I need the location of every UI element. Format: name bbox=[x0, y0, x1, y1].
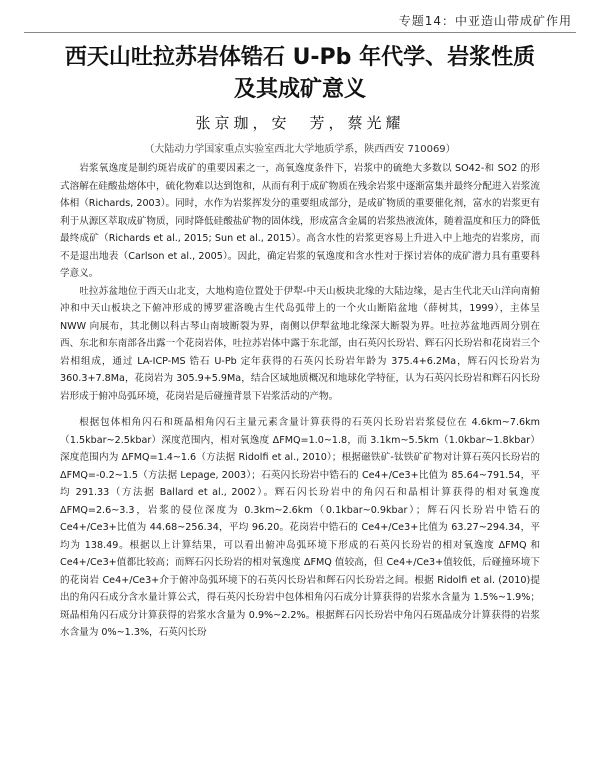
paragraph-geology: 吐拉苏盆地位于西天山北支，大地构造位置处于伊犁-中天山板块北缘的大陆边缘，是古生代北天山洋向南俯冲和中天山板块之下俯冲形成的博罗霍洛晚古生代岛弧带上的一个火山断陷盆地（薛树其，1999），主体呈 NWW 向展布，其北侧以科古琴山南坡断裂为界，南侧以伊犁盆地北缘深大断裂为界。吐拉苏盆地西周分别在西、东北和东南部各出露一个花岗岩体，吐拉苏岩体中露于东北部，由石英闪长玢岩、辉石闪长玢岩和花岗岩三个岩相组成，通过 LA-ICP-MS 锆石 U-Pb 定年获得的石英闪长玢岩年龄为 375.4+6.2Ma，辉石闪长玢岩为 360.3+7.8Ma，花岗岩为 305.9+5.9Ma，结合区域地质概况和地球化学特征，认为石英闪长玢岩和辉石闪长玢岩形成于俯冲岛弧环境，花岗岩是后碰撞背景下岩浆活动的产物。 bbox=[60, 285, 540, 402]
affiliation: （大陆动力学国家重点实验室西北大学地质学系，陕西西安 710069） bbox=[144, 144, 456, 155]
header-rule bbox=[24, 32, 576, 33]
title-line-1: 西天山吐拉苏岩体锆石 U-Pb 年代学、岩浆性质 bbox=[64, 45, 536, 70]
title-line-2: 及其成矿意义 bbox=[233, 77, 366, 102]
author-list: 张京珈，安 芳，蔡光耀 bbox=[195, 114, 405, 132]
body-text bbox=[60, 160, 540, 642]
paragraph-results: 根据包体相角闪石和斑晶相角闪石主量元素含量计算获得的石英闪长玢岩岩浆侵位在 4.6km~7.6km（1.5kbar~2.5kbar）深度范围内，相对氧逸度 ΔFMQ=1.0~1.8，而 3.1km~5.5km（1.0kbar~1.8kbar）深度范围内为 ΔFMQ=1.4~1.6（方法据 Ridolfi et al., 2010）；根据磁铁矿-钛铁矿矿物对计算石英闪长玢岩的 ΔFMQ=-0.2~1.5（方法据 Lepage, 2003）；石英闪长玢岩中锆石的 Ce4+/Ce3+比值为 85.64~791.54，平均 291.33（方法据 Ballard et al., 2002）。辉石闪长玢岩中的角闪石和晶相计算获得的相对氧逸度 ΔFMQ=2.6~3.3，岩浆的侵位深度为 0.3km~2.6km（0.1kbar~0.9kbar）；辉石闪长玢岩中锆石的 Ce4+/Ce3+比值为 44.68~256.34，平均 96.20。花岗岩中锆石的 Ce4+/Ce3+比值为 63.27~294.34，平均为 138.49。根据以上计算结果，可以看出俯冲岛弧环境下形成的石英闪长玢岩的相对氧逸度 ΔFMQ 和 Ce4+/Ce3+值都比较高；而辉石闪长玢岩的相对氧逸度 ΔFMQ 值较高，但 Ce4+/Ce3+值较低，后碰撞环境下的花岗岩 Ce4+/Ce3+介于俯冲岛弧环境下的石英闪长玢岩和辉石闪长玢岩之间。根据 Ridolfi et al. (2010)提出的角闪石成分含水量计算公式，得石英闪长玢岩中包体相角闪石成分计算获得的岩浆水含量为 1.5%~1.9%；斑晶相角闪石成分计算获得的岩浆水含量为 0.9%~2.2%。根据辉石闪长玢岩中角闪石斑晶成分计算获得的岩浆水含量为 0%~1.3%，石英闪长玢 bbox=[60, 417, 540, 638]
paper-title bbox=[0, 42, 600, 106]
paragraph-oxygen-fugacity: 岩浆氧逸度是制约斑岩成矿的重要因素之一，高氧逸度条件下，岩浆中的硫绝大多数以 SO42-和 SO2 的形式溶解在硅酸盐熔体中，硫化物难以达到饱和，从而有利于成矿物质在残余岩浆中逐渐富集并最终分配进入岩浆流体相（Richards, 2003）。同时，水作为岩浆挥发分的重要组成部分，是成矿物质的重要催化剂，富水的岩浆更有利于从源区萃取成矿物质，同时降低硅酸盐矿物的固体线，形成富含金属的岩浆热液流体，随着温度和压力的降低最终成矿（Richards et al., 2015; Sun et al., 2015）。高含水性的岩浆更容易上升进入中上地壳的岩浆房，而不是退出地表（Carlson et al., 2005）。因此，确定岩浆的氧逸度和含水性对于探讨岩体的成矿潜力具有重要科学意义。 bbox=[60, 163, 540, 279]
running-header: 专题14：中亚造山带成矿作用 bbox=[398, 14, 572, 28]
